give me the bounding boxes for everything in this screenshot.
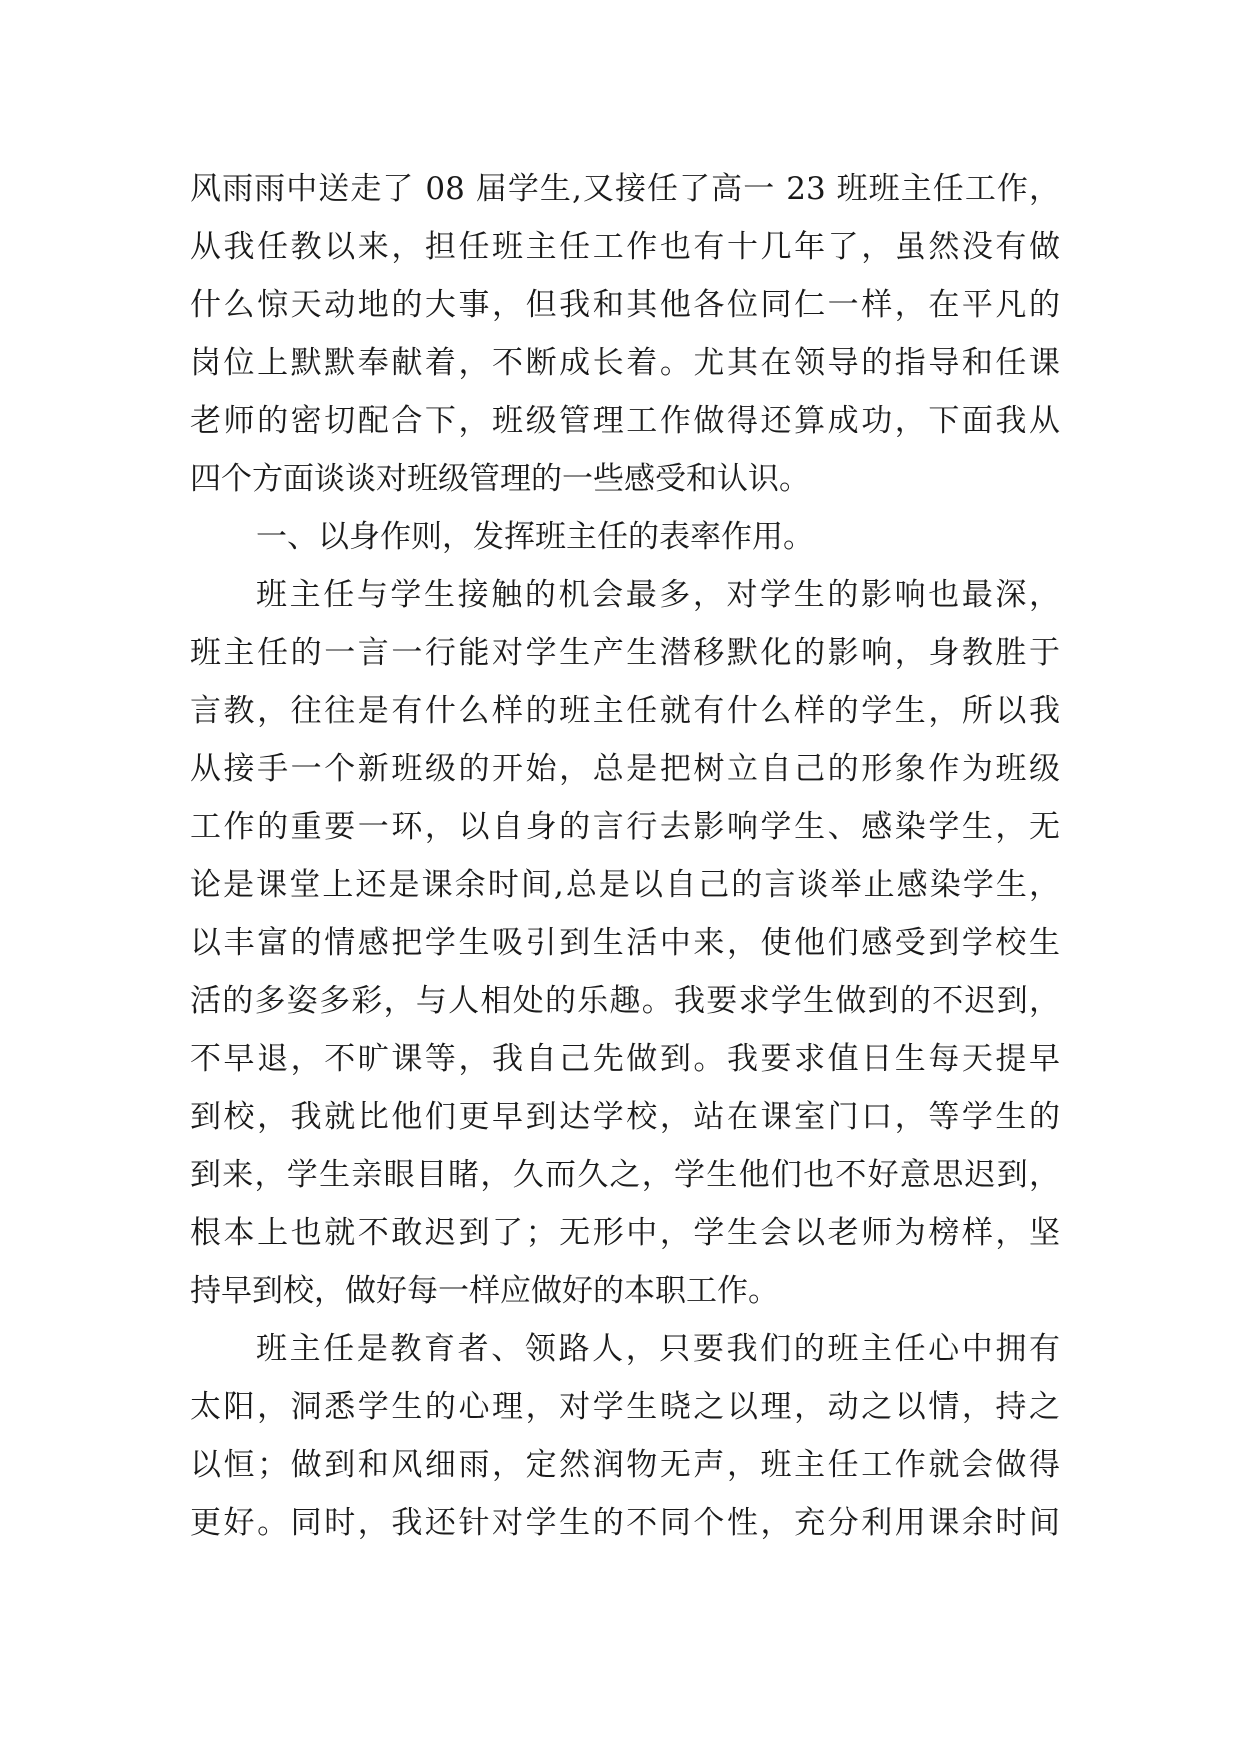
text-line: 以丰富的情感把学生吸引到生活中来，使他们感受到学校生 [190,925,1060,961]
text-line: 持早到校，做好每一样应做好的本职工作。 [190,1273,779,1309]
text-line: 从我任教以来，担任班主任工作也有十几年了，虽然没有做 [190,229,1060,265]
text-line: 活的多姿多彩，与人相处的乐趣。我要求学生做到的不迟到， [190,983,1060,1019]
text-line: 班主任的一言一行能对学生产生潜移默化的影响，身教胜于 [190,635,1060,671]
text-line: 到来，学生亲眼目睹，久而久之，学生他们也不好意思迟到， [190,1157,1060,1193]
text-line: 工作的重要一环，以自身的言行去影响学生、感染学生，无 [190,809,1060,845]
text-line: 班主任与学生接触的机会最多，对学生的影响也最深， [256,577,1060,613]
text-line: 什么惊天动地的大事，但我和其他各位同仁一样，在平凡的 [190,287,1060,323]
text-line: 太阳，洞悉学生的心理，对学生晓之以理，动之以情，持之 [190,1389,1060,1425]
text-line: 一、以身作则，发挥班主任的表率作用。 [256,519,814,555]
text-line: 班主任是教育者、领路人，只要我们的班主任心中拥有 [256,1331,1060,1367]
text-line: 到校，我就比他们更早到达学校，站在课室门口，等学生的 [190,1099,1060,1135]
body-text [190,160,1060,1552]
text-line: 论是课堂上还是课余时间,总是以自己的言谈举止感染学生， [190,867,1060,903]
text-line: 岗位上默默奉献着，不断成长着。尤其在领导的指导和任课 [190,345,1060,381]
text-line: 老师的密切配合下，班级管理工作做得还算成功，下面我从 [190,403,1060,439]
text-line: 从接手一个新班级的开始，总是把树立自己的形象作为班级 [190,751,1060,787]
text-line: 更好。同时，我还针对学生的不同个性，充分利用课余时间 [190,1505,1060,1541]
text-line: 不早退，不旷课等，我自己先做到。我要求值日生每天提早 [190,1041,1060,1077]
text-line: 四个方面谈谈对班级管理的一些感受和认识。 [190,461,810,497]
text-line: 言教，往往是有什么样的班主任就有什么样的学生，所以我 [190,693,1060,729]
text-line: 根本上也就不敢迟到了；无形中，学生会以老师为榜样，坚 [190,1215,1060,1251]
text-line: 以恒；做到和风细雨，定然润物无声，班主任工作就会做得 [190,1447,1060,1483]
text-line: 风雨雨中送走了 08 届学生,又接任了高一 23 班班主任工作， [190,171,1060,207]
